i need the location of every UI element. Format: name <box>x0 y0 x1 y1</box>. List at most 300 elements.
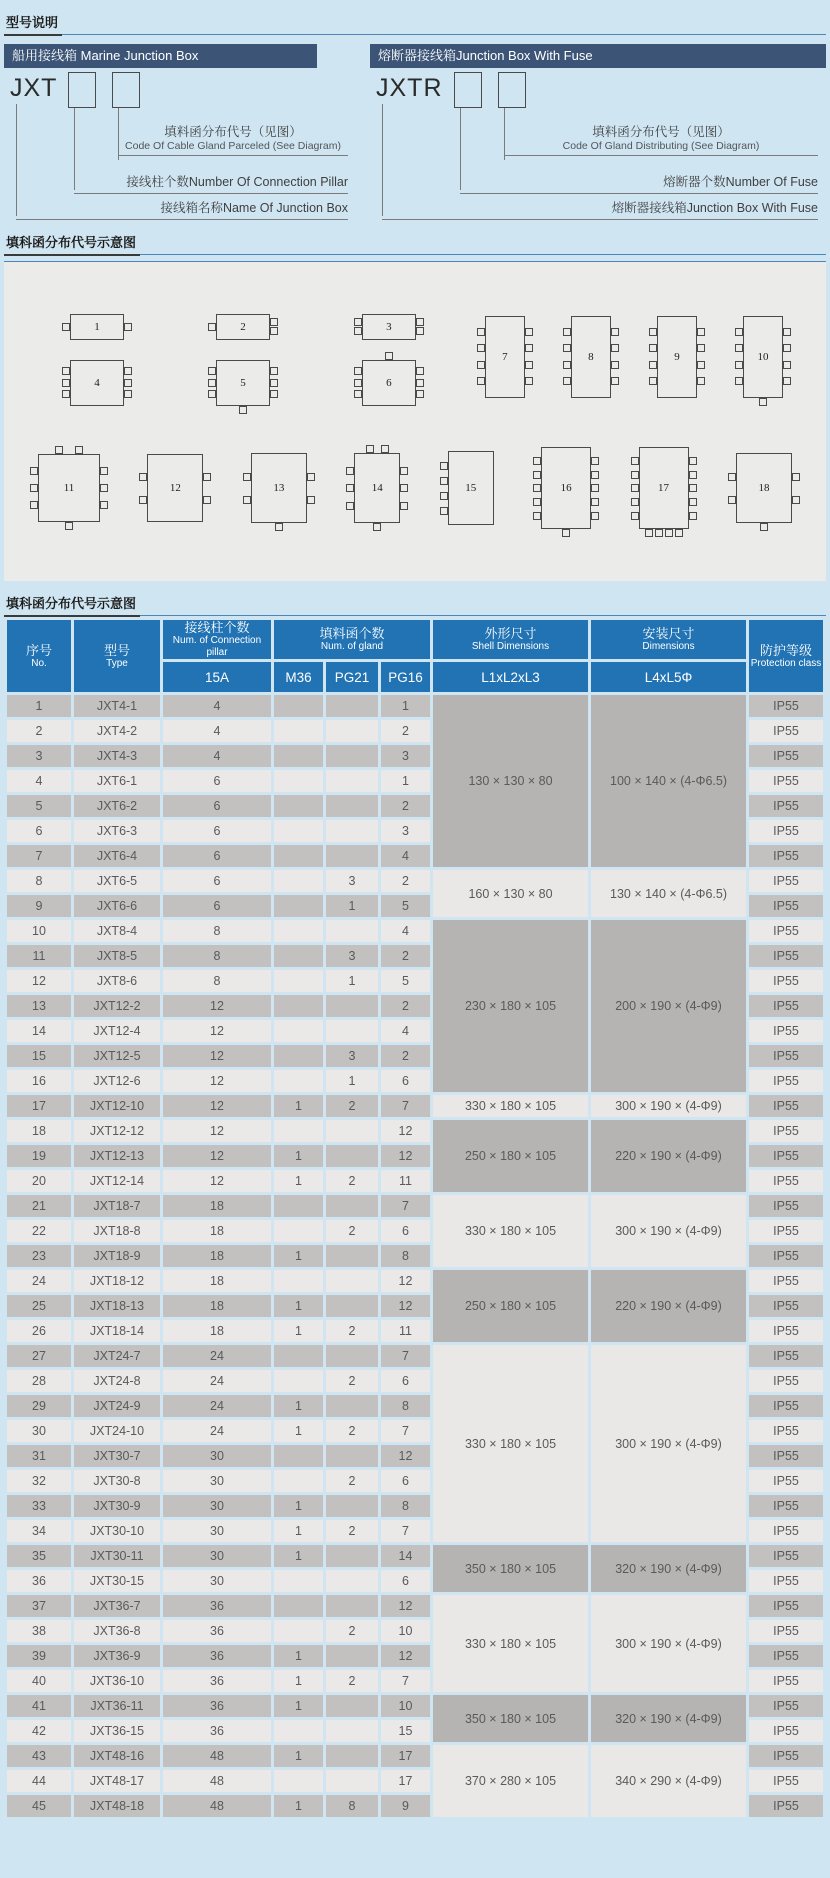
gland-box-2 <box>216 314 270 340</box>
cell-15a: 18 <box>163 1270 271 1292</box>
cell-shell-dimensions: 160 × 130 × 80 <box>433 870 588 917</box>
cell-15a: 30 <box>163 1470 271 1492</box>
cell-type: JXT30-11 <box>74 1545 160 1567</box>
cell-m36 <box>274 770 323 792</box>
gland-box-number: 8 <box>588 350 594 363</box>
cable-gland-tab <box>689 457 697 465</box>
cable-gland-tab <box>270 379 278 387</box>
cell-protection-class: IP55 <box>749 1720 823 1742</box>
cable-gland-tab <box>307 496 315 504</box>
cell-type: JXT24-7 <box>74 1345 160 1367</box>
fuse-junction-box-panel <box>370 44 826 220</box>
cell-pg21 <box>326 1270 378 1292</box>
cell-no: 38 <box>7 1620 71 1642</box>
gland-box-number: 7 <box>502 350 508 363</box>
cell-pg21 <box>326 1745 378 1767</box>
gland-box-10 <box>743 316 783 398</box>
cable-gland-tab <box>373 523 381 531</box>
cable-gland-tab <box>270 390 278 398</box>
cell-no: 4 <box>7 770 71 792</box>
cable-gland-tab <box>62 390 70 398</box>
cable-gland-tab <box>735 377 743 385</box>
cell-pg21 <box>326 1770 378 1792</box>
cell-type: JXT24-9 <box>74 1395 160 1417</box>
gland-box-number: 14 <box>371 482 383 495</box>
cell-15a: 48 <box>163 1745 271 1767</box>
cell-type: JXT6-2 <box>74 795 160 817</box>
cell-15a: 30 <box>163 1445 271 1467</box>
cell-m36 <box>274 1470 323 1492</box>
cable-gland-tab <box>689 498 697 506</box>
gland-box-16 <box>541 447 591 529</box>
cell-type: JXT8-6 <box>74 970 160 992</box>
cell-protection-class: IP55 <box>749 795 823 817</box>
cell-m36 <box>274 1220 323 1242</box>
cell-mounting-dimensions: 130 × 140 × (4-Φ6.5) <box>591 870 746 917</box>
cell-15a: 12 <box>163 1095 271 1117</box>
cell-type: JXT18-13 <box>74 1295 160 1317</box>
cell-type: JXT30-8 <box>74 1470 160 1492</box>
cell-pg16: 12 <box>381 1595 430 1617</box>
cell-type: JXT36-7 <box>74 1595 160 1617</box>
cell-pg21: 2 <box>326 1320 378 1342</box>
cell-shell-dimensions: 330 × 180 × 105 <box>433 1195 588 1267</box>
cell-mounting-dimensions: 320 × 190 × (4-Φ9) <box>591 1545 746 1592</box>
cell-15a: 8 <box>163 970 271 992</box>
cell-shell-dimensions: 330 × 180 × 105 <box>433 1095 588 1117</box>
cell-pg16: 9 <box>381 1795 430 1817</box>
cable-gland-tab <box>525 344 533 352</box>
cell-no: 18 <box>7 1120 71 1142</box>
cable-gland-tab <box>416 390 424 398</box>
gland-box-18 <box>736 453 792 523</box>
cell-pg16: 1 <box>381 695 430 717</box>
gland-box-9 <box>657 316 697 398</box>
gland-box-1 <box>70 314 124 340</box>
diagram-top-row <box>24 314 806 406</box>
cable-gland-tab <box>631 457 639 465</box>
cell-type: JXT4-2 <box>74 720 160 742</box>
gland-code-label: 填料函分布代号（见图） Code Of Gland Distributing (See Diagram) <box>504 122 818 156</box>
cable-gland-tab <box>100 501 108 509</box>
cable-gland-tab <box>697 361 705 369</box>
cell-type: JXT4-1 <box>74 695 160 717</box>
model-code: JXT <box>10 74 58 102</box>
cell-m36 <box>274 995 323 1017</box>
cell-m36: 1 <box>274 1645 323 1667</box>
cable-gland-tab <box>346 467 354 475</box>
cell-pg21: 2 <box>326 1370 378 1392</box>
cell-pg16: 4 <box>381 1020 430 1042</box>
cell-type: JXT18-8 <box>74 1220 160 1242</box>
section-title-table: 填科函分布代号示意图 <box>4 591 826 617</box>
cell-no: 35 <box>7 1545 71 1567</box>
cell-m36 <box>274 1570 323 1592</box>
table-row <box>7 1745 823 1767</box>
gland-box-3 <box>362 314 416 340</box>
cable-gland-tab <box>563 344 571 352</box>
cell-m36 <box>274 970 323 992</box>
cable-gland-tab <box>100 484 108 492</box>
cell-15a: 30 <box>163 1495 271 1517</box>
cell-pg21: 2 <box>326 1420 378 1442</box>
cell-shell-dimensions: 330 × 180 × 105 <box>433 1345 588 1542</box>
cell-15a: 8 <box>163 920 271 942</box>
cell-pg16: 2 <box>381 945 430 967</box>
pillar-count-label: 接线柱个数Number Of Connection Pillar <box>74 172 348 194</box>
cell-type: JXT30-9 <box>74 1495 160 1517</box>
cell-15a: 36 <box>163 1695 271 1717</box>
cable-gland-tab <box>400 502 408 510</box>
cell-m36: 1 <box>274 1745 323 1767</box>
cell-15a: 18 <box>163 1295 271 1317</box>
cell-no: 3 <box>7 745 71 767</box>
cell-15a: 6 <box>163 845 271 867</box>
cell-m36 <box>274 1045 323 1067</box>
cable-gland-tab <box>591 471 599 479</box>
cell-15a: 6 <box>163 770 271 792</box>
cell-protection-class: IP55 <box>749 895 823 917</box>
cable-gland-tab <box>563 361 571 369</box>
cell-type: JXT12-4 <box>74 1020 160 1042</box>
cell-15a: 12 <box>163 1120 271 1142</box>
cell-m36: 1 <box>274 1145 323 1167</box>
cell-mounting-dimensions: 300 × 190 × (4-Φ9) <box>591 1095 746 1117</box>
cell-15a: 24 <box>163 1420 271 1442</box>
cell-m36: 1 <box>274 1095 323 1117</box>
cell-15a: 6 <box>163 795 271 817</box>
cell-pg21 <box>326 1395 378 1417</box>
cell-m36 <box>274 1595 323 1617</box>
cell-m36 <box>274 870 323 892</box>
gland-box-number: 9 <box>674 350 680 363</box>
cable-gland-tab <box>649 344 657 352</box>
cell-pg21 <box>326 745 378 767</box>
gland-box-7 <box>485 316 525 398</box>
gland-diagram-panel <box>4 261 826 581</box>
cable-gland-tab <box>792 496 800 504</box>
cell-no: 8 <box>7 870 71 892</box>
cell-pg16: 6 <box>381 1570 430 1592</box>
cable-gland-tab <box>735 344 743 352</box>
cell-m36 <box>274 820 323 842</box>
cable-gland-tab <box>562 529 570 537</box>
cell-pg16: 3 <box>381 745 430 767</box>
gland-box-number: 15 <box>465 482 477 495</box>
cable-gland-tab <box>533 471 541 479</box>
marine-panel-body <box>4 68 356 220</box>
section-title-diagram: 填科函分布代号示意图 <box>4 230 826 256</box>
cable-gland-tab <box>591 498 599 506</box>
cable-gland-tab <box>30 484 38 492</box>
cable-gland-tab <box>533 484 541 492</box>
cell-pg16: 6 <box>381 1070 430 1092</box>
cable-gland-tab <box>124 379 132 387</box>
cell-protection-class: IP55 <box>749 1370 823 1392</box>
cell-no: 6 <box>7 820 71 842</box>
cable-gland-tab <box>477 328 485 336</box>
cell-m36: 1 <box>274 1420 323 1442</box>
cell-15a: 12 <box>163 995 271 1017</box>
cell-pg21: 2 <box>326 1670 378 1692</box>
cell-mounting-dimensions: 300 × 190 × (4-Φ9) <box>591 1595 746 1692</box>
cell-pg16: 10 <box>381 1620 430 1642</box>
cable-gland-tab <box>243 496 251 504</box>
cable-gland-tab <box>783 361 791 369</box>
cell-pg16: 7 <box>381 1345 430 1367</box>
cell-protection-class: IP55 <box>749 1445 823 1467</box>
table-row <box>7 695 823 717</box>
cell-m36 <box>274 920 323 942</box>
cell-protection-class: IP55 <box>749 970 823 992</box>
cell-pg21: 1 <box>326 1070 378 1092</box>
gland-box-11 <box>38 454 100 522</box>
cell-mounting-dimensions: 200 × 190 × (4-Φ9) <box>591 920 746 1092</box>
cell-pg21 <box>326 1295 378 1317</box>
cable-gland-tab <box>760 523 768 531</box>
cable-gland-tab <box>631 498 639 506</box>
cell-no: 33 <box>7 1495 71 1517</box>
diagram-tall-boxes <box>462 314 806 406</box>
model-code: JXTR <box>376 74 443 102</box>
cell-type: JXT6-1 <box>74 770 160 792</box>
cable-gland-tab <box>30 467 38 475</box>
cell-pg21: 3 <box>326 870 378 892</box>
cell-shell-dimensions: 230 × 180 × 105 <box>433 920 588 1092</box>
gland-box-number: 4 <box>94 376 100 389</box>
cell-no: 42 <box>7 1720 71 1742</box>
cell-pg16: 11 <box>381 1320 430 1342</box>
cable-gland-tab <box>477 361 485 369</box>
col-header-shell: 外形尺寸 Shell Dimensions <box>433 620 588 659</box>
cell-type: JXT12-2 <box>74 995 160 1017</box>
cell-15a: 36 <box>163 1620 271 1642</box>
cable-gland-tab <box>203 473 211 481</box>
col-subheader-mount-dim: L4xL5Φ <box>591 662 746 692</box>
cell-15a: 12 <box>163 1145 271 1167</box>
cell-15a: 36 <box>163 1670 271 1692</box>
cell-pg21: 2 <box>326 1470 378 1492</box>
cable-gland-tab <box>381 445 389 453</box>
cell-no: 11 <box>7 945 71 967</box>
cell-m36: 1 <box>274 1495 323 1517</box>
cell-mounting-dimensions: 300 × 190 × (4-Φ9) <box>591 1345 746 1542</box>
cell-15a: 18 <box>163 1195 271 1217</box>
cell-protection-class: IP55 <box>749 1495 823 1517</box>
cell-m36: 1 <box>274 1395 323 1417</box>
cable-gland-tab <box>100 467 108 475</box>
cell-pg16: 14 <box>381 1545 430 1567</box>
cell-pg16: 17 <box>381 1770 430 1792</box>
cell-protection-class: IP55 <box>749 1120 823 1142</box>
cell-pg16: 6 <box>381 1220 430 1242</box>
cable-gland-tab <box>649 328 657 336</box>
cell-pg21: 3 <box>326 945 378 967</box>
gland-box-number: 12 <box>169 482 181 495</box>
cable-gland-tab <box>675 529 683 537</box>
cable-gland-tab <box>270 327 278 335</box>
cell-pg21: 2 <box>326 1520 378 1542</box>
cable-gland-tab <box>611 328 619 336</box>
col-header-gland: 填料函个数 Num. of gland <box>274 620 430 659</box>
cell-15a: 8 <box>163 945 271 967</box>
cable-gland-tab <box>354 318 362 326</box>
cable-gland-tab <box>366 445 374 453</box>
cell-shell-dimensions: 250 × 180 × 105 <box>433 1120 588 1192</box>
cell-protection-class: IP55 <box>749 995 823 1017</box>
cable-gland-tab <box>525 328 533 336</box>
cell-no: 36 <box>7 1570 71 1592</box>
table-row <box>7 1545 823 1567</box>
cell-type: JXT18-7 <box>74 1195 160 1217</box>
gland-box-number: 11 <box>63 482 75 495</box>
cell-pg16: 6 <box>381 1370 430 1392</box>
section-title-model <box>4 10 826 36</box>
cell-15a: 12 <box>163 1045 271 1067</box>
cell-no: 1 <box>7 695 71 717</box>
cell-pg21 <box>326 995 378 1017</box>
gland-code-label: 填料函分布代号（见图） Code Of Cable Gland Parceled (See Diagram) <box>118 122 348 156</box>
table-row <box>7 1195 823 1217</box>
cell-pg16: 12 <box>381 1645 430 1667</box>
cell-15a: 4 <box>163 695 271 717</box>
cell-no: 40 <box>7 1670 71 1692</box>
table-row <box>7 1095 823 1117</box>
cell-no: 5 <box>7 795 71 817</box>
cell-pg21 <box>326 1145 378 1167</box>
cell-15a: 18 <box>163 1220 271 1242</box>
cell-no: 14 <box>7 1020 71 1042</box>
cell-no: 17 <box>7 1095 71 1117</box>
cell-pg21 <box>326 1345 378 1367</box>
cable-gland-tab <box>689 512 697 520</box>
cell-protection-class: IP55 <box>749 1395 823 1417</box>
cell-m36 <box>274 720 323 742</box>
cell-15a: 6 <box>163 820 271 842</box>
cable-gland-tab <box>611 361 619 369</box>
cell-type: JXT48-16 <box>74 1745 160 1767</box>
cable-gland-tab <box>735 328 743 336</box>
cell-protection-class: IP55 <box>749 1670 823 1692</box>
cell-pg21 <box>326 1120 378 1142</box>
cell-m36 <box>274 795 323 817</box>
cell-protection-class: IP55 <box>749 1170 823 1192</box>
cell-pg21 <box>326 1545 378 1567</box>
cell-pg16: 7 <box>381 1670 430 1692</box>
cell-no: 27 <box>7 1345 71 1367</box>
cell-shell-dimensions: 330 × 180 × 105 <box>433 1595 588 1692</box>
cable-gland-tab <box>440 477 448 485</box>
cell-m36 <box>274 1720 323 1742</box>
diagram-small-boxes <box>24 314 462 406</box>
cell-pg16: 15 <box>381 1720 430 1742</box>
cell-no: 22 <box>7 1220 71 1242</box>
cable-gland-tab <box>631 471 639 479</box>
cell-15a: 24 <box>163 1345 271 1367</box>
cell-pg21 <box>326 1695 378 1717</box>
cell-protection-class: IP55 <box>749 1345 823 1367</box>
cable-gland-tab <box>591 484 599 492</box>
cable-gland-tab <box>759 398 767 406</box>
cell-pg21: 2 <box>326 1620 378 1642</box>
section-title-text: 型号说明 <box>4 10 62 36</box>
cell-protection-class: IP55 <box>749 1795 823 1817</box>
cell-m36 <box>274 1620 323 1642</box>
cell-m36: 1 <box>274 1545 323 1567</box>
fuse-count-label: 熔断器个数Number Of Fuse <box>460 172 818 194</box>
cell-pg16: 1 <box>381 770 430 792</box>
cell-type: JXT12-14 <box>74 1170 160 1192</box>
cell-mounting-dimensions: 320 × 190 × (4-Φ9) <box>591 1695 746 1742</box>
title-rule <box>140 615 826 616</box>
cell-mounting-dimensions: 340 × 290 × (4-Φ9) <box>591 1745 746 1817</box>
cell-protection-class: IP55 <box>749 720 823 742</box>
col-subheader-pg21: PG21 <box>326 662 378 692</box>
cell-protection-class: IP55 <box>749 1695 823 1717</box>
cell-m36: 1 <box>274 1520 323 1542</box>
cell-mounting-dimensions: 220 × 190 × (4-Φ9) <box>591 1270 746 1342</box>
cell-mounting-dimensions: 100 × 140 × (4-Φ6.5) <box>591 695 746 867</box>
cell-pg16: 2 <box>381 795 430 817</box>
cell-pg16: 12 <box>381 1295 430 1317</box>
cell-shell-dimensions: 350 × 180 × 105 <box>433 1695 588 1742</box>
gland-box-number: 13 <box>273 482 285 495</box>
cell-pg16: 7 <box>381 1195 430 1217</box>
cell-protection-class: IP55 <box>749 870 823 892</box>
cell-pg21 <box>326 1245 378 1267</box>
cell-type: JXT18-12 <box>74 1270 160 1292</box>
col-subheader-shell-dim: L1xL2xL3 <box>433 662 588 692</box>
cell-protection-class: IP55 <box>749 745 823 767</box>
cell-m36 <box>274 1345 323 1367</box>
cable-gland-tab <box>65 522 73 530</box>
cell-15a: 48 <box>163 1795 271 1817</box>
cable-gland-tab <box>385 352 393 360</box>
cable-gland-tab <box>416 379 424 387</box>
cell-m36 <box>274 1195 323 1217</box>
cell-pg21 <box>326 845 378 867</box>
cable-gland-tab <box>689 484 697 492</box>
cell-m36 <box>274 1370 323 1392</box>
cell-pg21: 1 <box>326 970 378 992</box>
cell-pg16: 6 <box>381 1470 430 1492</box>
cell-no: 45 <box>7 1795 71 1817</box>
cell-type: JXT48-17 <box>74 1770 160 1792</box>
gland-box-4 <box>70 360 124 406</box>
cable-gland-tab <box>270 367 278 375</box>
cell-pg21 <box>326 1495 378 1517</box>
cell-type: JXT36-9 <box>74 1645 160 1667</box>
cable-gland-tab <box>55 446 63 454</box>
cell-15a: 24 <box>163 1395 271 1417</box>
cell-m36 <box>274 695 323 717</box>
cable-gland-tab <box>62 379 70 387</box>
cable-gland-tab <box>631 484 639 492</box>
cell-protection-class: IP55 <box>749 1045 823 1067</box>
cable-gland-tab <box>563 377 571 385</box>
cell-pg16: 2 <box>381 995 430 1017</box>
cable-gland-tab <box>354 390 362 398</box>
cell-protection-class: IP55 <box>749 1620 823 1642</box>
cable-gland-tab <box>354 367 362 375</box>
gland-box-14 <box>354 453 400 523</box>
cell-15a: 36 <box>163 1645 271 1667</box>
code-digit-box <box>112 72 140 108</box>
cable-gland-tab <box>208 323 216 331</box>
cell-type: JXT36-11 <box>74 1695 160 1717</box>
cable-gland-tab <box>783 328 791 336</box>
gland-box-17 <box>639 447 689 529</box>
